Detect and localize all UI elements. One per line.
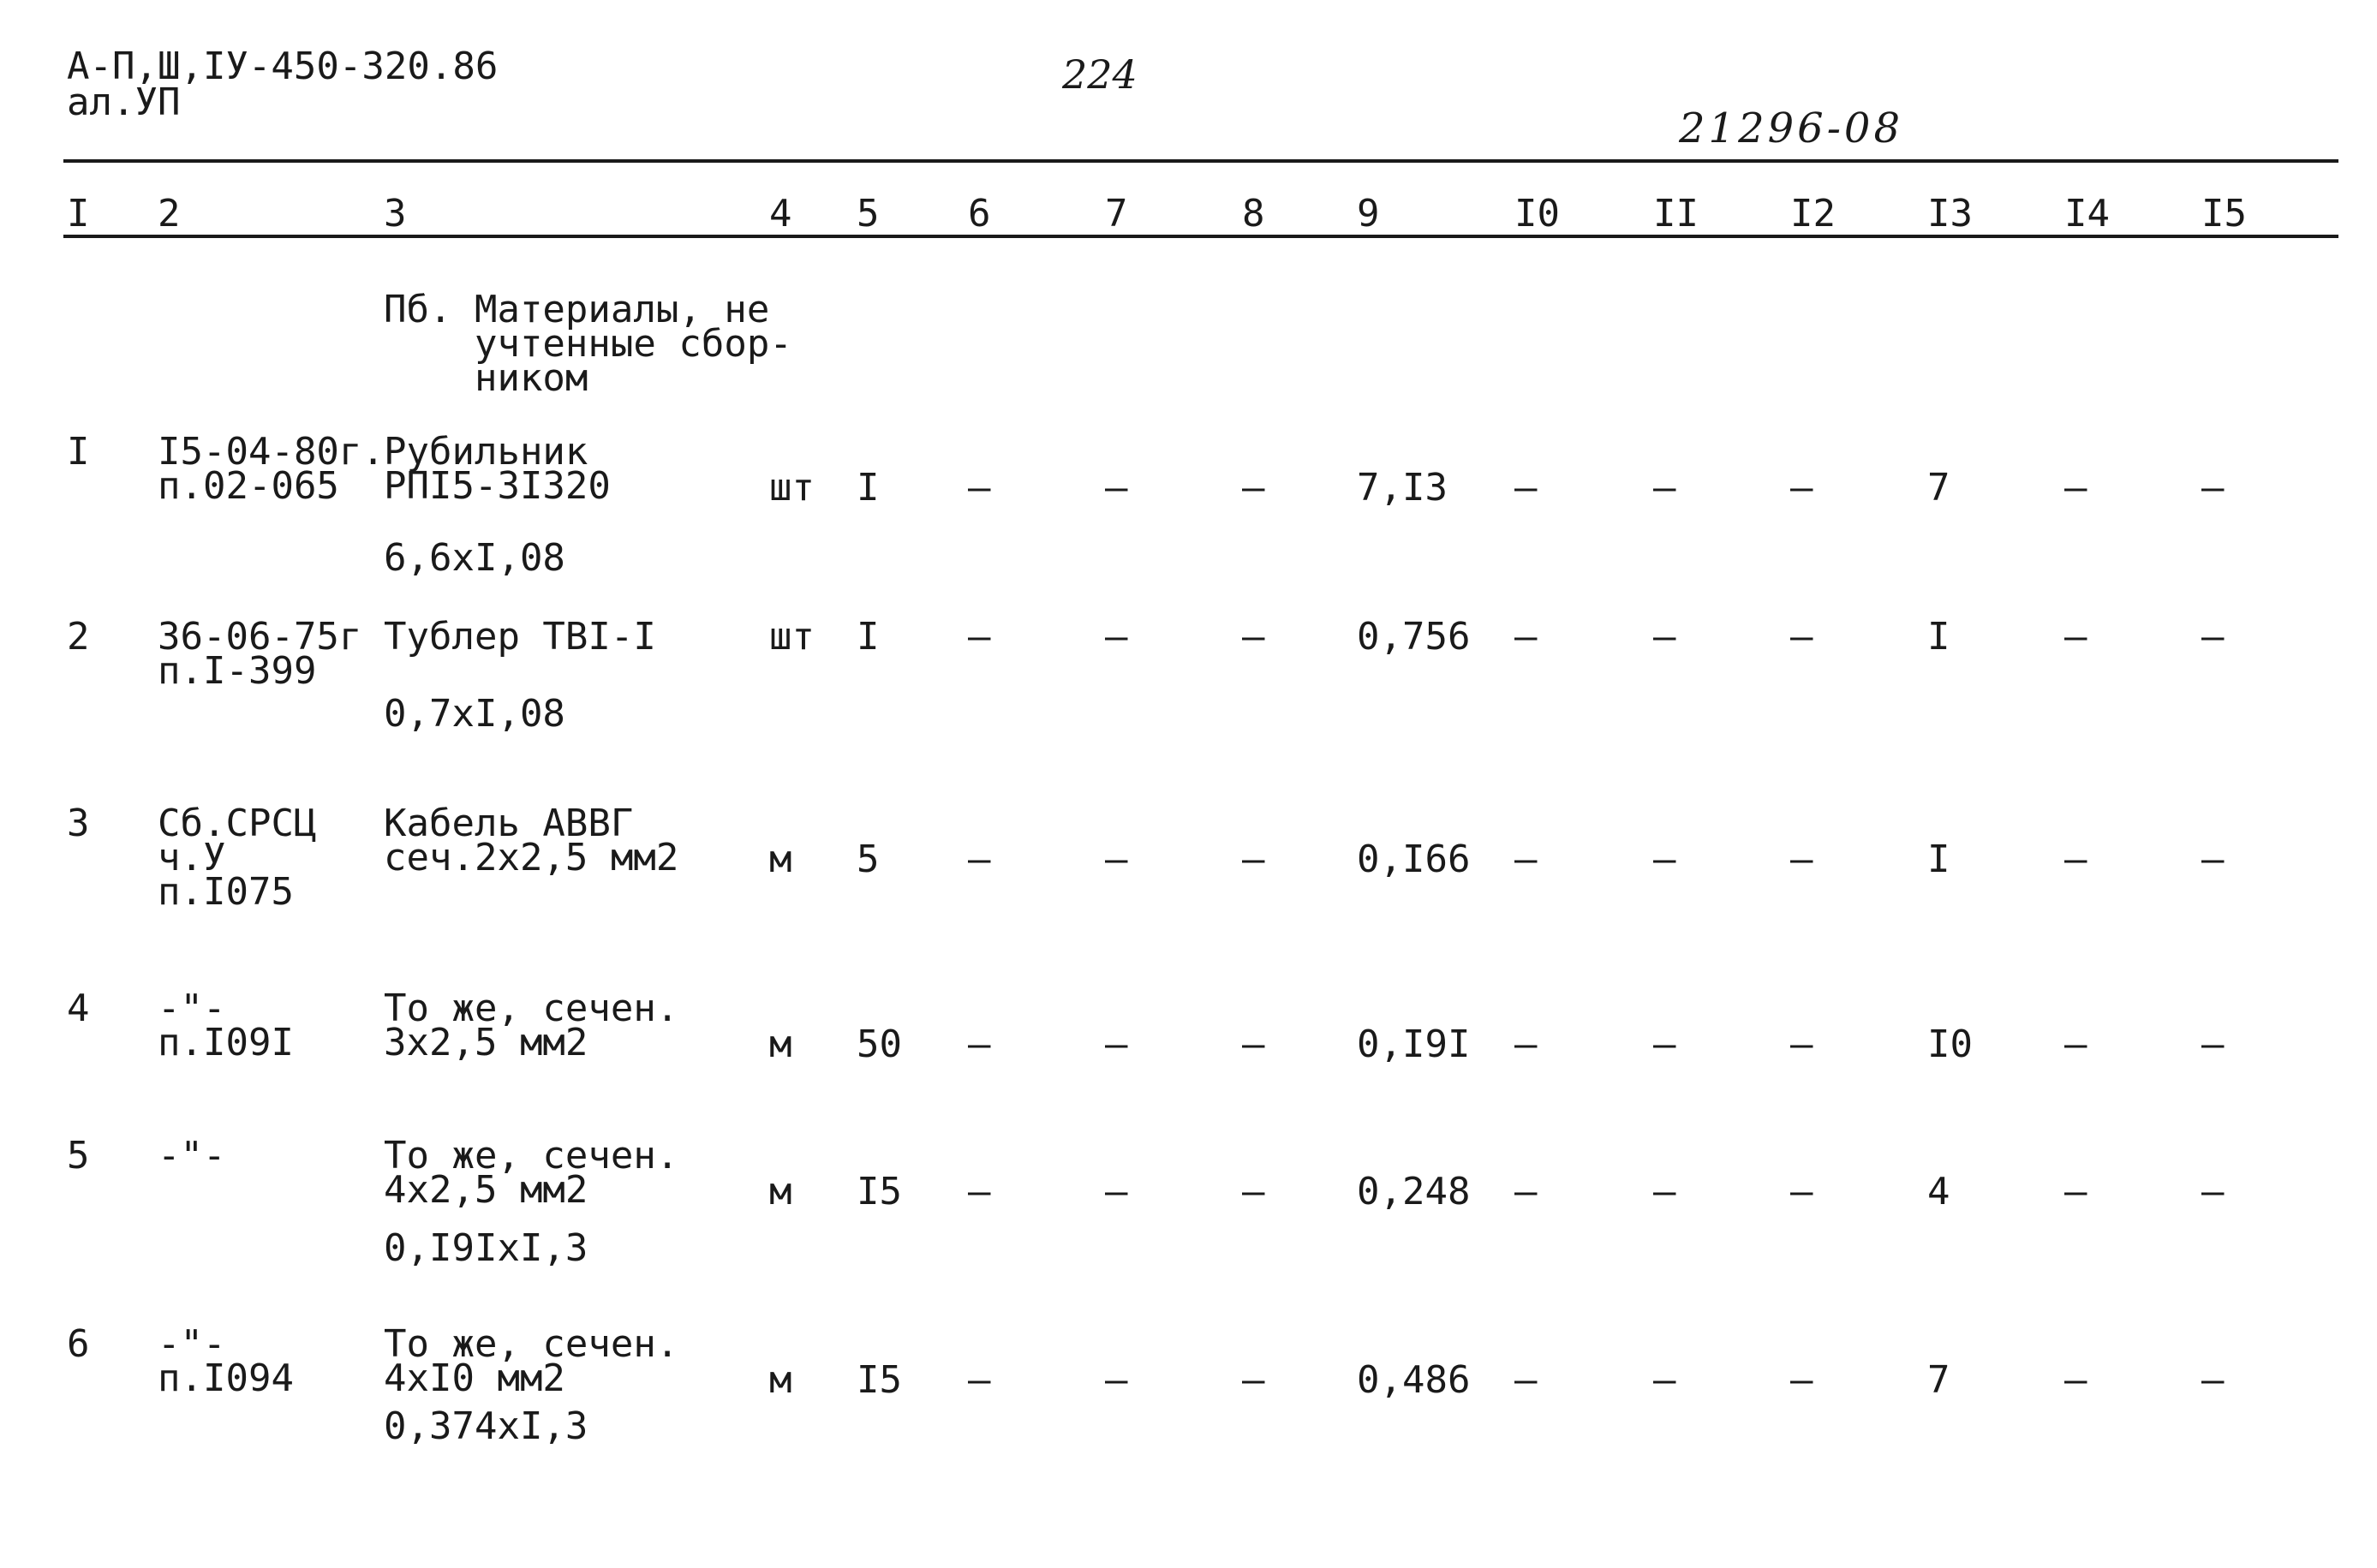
header-top-rule [63, 159, 2338, 163]
row-col-8: – [1242, 1022, 1265, 1066]
row-quantity: 50 [857, 1022, 902, 1066]
column-header-5: 5 [857, 192, 880, 235]
row-col-13: I0 [1927, 1022, 1973, 1066]
document-number: 21296-08 [1679, 104, 1903, 152]
column-header-8: 8 [1242, 192, 1265, 235]
row-number: 3 [67, 802, 90, 845]
row-number: 4 [67, 987, 90, 1030]
row-col-9: 0,I66 [1357, 838, 1471, 881]
row-col-7: – [1105, 1022, 1128, 1066]
row-col-12: – [1790, 1022, 1813, 1066]
column-header-11: II [1653, 192, 1699, 235]
row-number: I [67, 430, 90, 474]
row-formula: 0,7хI,08 [384, 692, 565, 736]
row-col-12: – [1790, 1170, 1813, 1213]
row-col-7: – [1105, 466, 1128, 510]
row-reference: -"- п.I09I [158, 987, 294, 1064]
row-col-7: – [1105, 615, 1128, 659]
row-col-14: – [2064, 1022, 2087, 1066]
row-col-7: – [1105, 1170, 1128, 1213]
row-quantity: I5 [857, 1358, 902, 1402]
row-col-6: – [968, 466, 991, 510]
row-col-9: 0,I9I [1357, 1022, 1471, 1066]
row-col-14: – [2064, 466, 2087, 510]
column-header-13: I3 [1927, 192, 1973, 235]
row-col-13: 4 [1927, 1170, 1950, 1213]
column-header-7: 7 [1105, 192, 1128, 235]
row-col-10: – [1514, 1170, 1538, 1213]
row-col-14: – [2064, 615, 2087, 659]
page-number: 224 [1062, 51, 1138, 98]
row-col-15: – [2201, 1022, 2225, 1066]
row-col-14: – [2064, 1358, 2087, 1402]
row-unit: м [769, 838, 792, 881]
row-quantity: I5 [857, 1170, 902, 1213]
section-title: Пб. Материалы, не учтенные сбор- ником [384, 288, 792, 400]
row-col-11: – [1653, 1358, 1676, 1402]
row-material-name: Тублер ТВI-I [384, 615, 656, 659]
row-reference: -"- [158, 1134, 226, 1177]
row-col-6: – [968, 615, 991, 659]
row-unit: шт [769, 466, 815, 510]
row-col-11: – [1653, 1170, 1676, 1213]
row-col-9: 0,486 [1357, 1358, 1471, 1402]
row-col-8: – [1242, 466, 1265, 510]
row-col-10: – [1514, 615, 1538, 659]
row-col-15: – [2201, 838, 2225, 881]
row-formula: 6,6хI,08 [384, 536, 565, 580]
row-col-6: – [968, 1022, 991, 1066]
row-col-13: I [1927, 615, 1950, 659]
row-reference: Сб.СРСЦ ч.У п.I075 [158, 802, 317, 914]
column-header-15: I5 [2201, 192, 2247, 235]
row-col-6: – [968, 838, 991, 881]
row-material-name: То же, сечен. 4хI0 мм2 [384, 1322, 679, 1400]
row-col-6: – [968, 1358, 991, 1402]
row-col-13: 7 [1927, 1358, 1950, 1402]
row-material-name: Рубильник РПI5-3I320 [384, 430, 611, 508]
column-header-9: 9 [1357, 192, 1380, 235]
row-col-15: – [2201, 466, 2225, 510]
row-formula: 0,I9IхI,3 [384, 1226, 588, 1270]
column-header-14: I4 [2064, 192, 2110, 235]
row-col-9: 7,I3 [1357, 466, 1448, 510]
row-col-8: – [1242, 1358, 1265, 1402]
row-col-15: – [2201, 615, 2225, 659]
row-col-9: 0,248 [1357, 1170, 1471, 1213]
row-material-name: Кабель АВВГ сеч.2х2,5 мм2 [384, 802, 679, 879]
row-col-10: – [1514, 466, 1538, 510]
row-unit: м [769, 1358, 792, 1402]
row-col-13: I [1927, 838, 1950, 881]
row-reference: I5-04-80г. п.02-065 [158, 430, 385, 508]
column-header-10: I0 [1514, 192, 1560, 235]
row-col-15: – [2201, 1170, 2225, 1213]
row-number: 2 [67, 615, 90, 659]
row-col-12: – [1790, 838, 1813, 881]
row-col-6: – [968, 1170, 991, 1213]
column-header-3: 3 [384, 192, 407, 235]
row-reference: -"- п.I094 [158, 1322, 294, 1400]
row-material-name: То же, сечен. 4х2,5 мм2 [384, 1134, 679, 1212]
row-col-11: – [1653, 466, 1676, 510]
row-col-13: 7 [1927, 466, 1950, 510]
row-col-10: – [1514, 838, 1538, 881]
row-col-9: 0,756 [1357, 615, 1471, 659]
row-quantity: I [857, 615, 880, 659]
row-reference: 36-06-75г п.I-399 [158, 615, 362, 693]
row-material-name: То же, сечен. 3х2,5 мм2 [384, 987, 679, 1064]
row-number: 5 [67, 1134, 90, 1177]
row-col-10: – [1514, 1358, 1538, 1402]
row-col-7: – [1105, 1358, 1128, 1402]
column-header-1: I [67, 192, 90, 235]
row-col-11: – [1653, 615, 1676, 659]
row-unit: шт [769, 615, 815, 659]
row-col-8: – [1242, 615, 1265, 659]
row-col-10: – [1514, 1022, 1538, 1066]
row-col-14: – [2064, 838, 2087, 881]
row-col-15: – [2201, 1358, 2225, 1402]
column-header-2: 2 [158, 192, 181, 235]
row-col-12: – [1790, 466, 1813, 510]
column-header-12: I2 [1790, 192, 1836, 235]
row-unit: м [769, 1170, 792, 1213]
row-col-14: – [2064, 1170, 2087, 1213]
column-header-6: 6 [968, 192, 991, 235]
row-col-8: – [1242, 1170, 1265, 1213]
column-header-4: 4 [769, 192, 792, 235]
row-quantity: 5 [857, 838, 880, 881]
row-formula: 0,374хI,3 [384, 1404, 588, 1448]
document-code-line2: ал.УП [67, 80, 181, 124]
row-quantity: I [857, 466, 880, 510]
row-col-11: – [1653, 838, 1676, 881]
row-col-7: – [1105, 838, 1128, 881]
row-col-12: – [1790, 1358, 1813, 1402]
row-col-11: – [1653, 1022, 1676, 1066]
document-code-line1: А-П,Ш,IУ-450-320.86 [67, 45, 499, 88]
row-number: 6 [67, 1322, 90, 1366]
row-col-12: – [1790, 615, 1813, 659]
row-unit: м [769, 1022, 792, 1066]
row-col-8: – [1242, 838, 1265, 881]
